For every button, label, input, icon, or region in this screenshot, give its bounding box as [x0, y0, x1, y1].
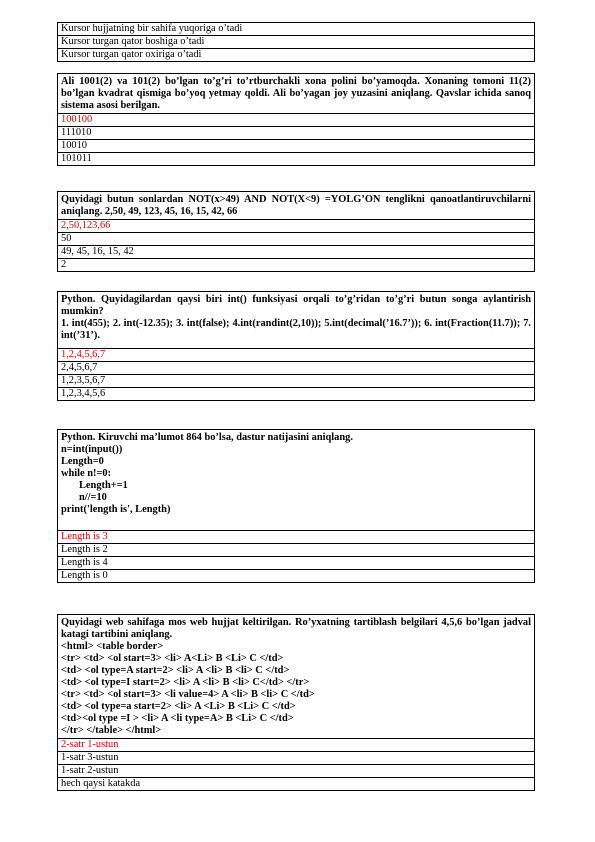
question-text	[58, 430, 534, 531]
answer-option[interactable]: Kursor turgan qator boshiga o’tadi	[58, 36, 534, 49]
code-line: <td> <ol type=I start=2> <li> A <li> B <li> C</td> </tr>	[61, 677, 310, 688]
answer-option[interactable]: 49, 45, 16, 15, 42	[58, 246, 534, 259]
question-block-5	[57, 614, 535, 791]
code-line: print('length is', Length)	[61, 504, 171, 515]
question-block-1	[57, 73, 535, 166]
question-line: Python. Kiruvchi ma’lumot 864 bo’lsa, dastur natijasini aniqlang.	[61, 432, 353, 443]
code-line: Length+=1	[79, 480, 128, 491]
question-line: Quyidagi web sahifaga mos web hujjat keltirilgan. Ro’yxatning tartiblash belgilari 4,5,6 bo’lgan jadval katagi tartibini aniqlang.	[61, 617, 531, 640]
question-text	[58, 292, 534, 349]
top-answer-block	[57, 22, 535, 62]
code-line: while n!=0:	[61, 468, 112, 479]
question-text	[58, 615, 534, 739]
code-line: <tr> <td> <ol start=3> <li> A<Li> B <Li> C </td>	[61, 653, 284, 664]
answer-option[interactable]: Length is 0	[58, 570, 534, 583]
code-line: n//=10	[79, 492, 107, 503]
code-line: <html> <table border>	[61, 641, 164, 652]
answer-option[interactable]: Length is 2	[58, 544, 534, 557]
answer-option[interactable]: 50	[58, 233, 534, 246]
correct-answer-option[interactable]: 100100	[58, 114, 534, 127]
code-line: <tr> <td> <ol start=3> <li value=4> A <li> B <li> C </td>	[61, 689, 315, 700]
answer-option[interactable]: 2	[58, 259, 534, 272]
question-block-4	[57, 429, 535, 583]
answer-option[interactable]: 1,2,3,4,5,6	[58, 388, 534, 401]
question-text: Quyidagi butun sonlardan NOT(x>49) AND NOT(X<9) =YOLG’ON tenglikni qanoatlantiruvchilarni aniqlang. 2,50, 49, 123, 45, 16, 15, 42, 66	[58, 192, 534, 220]
answer-option[interactable]: 1-satr 3-ustun	[58, 752, 534, 765]
correct-answer-option[interactable]: 2,50,123,66	[58, 220, 534, 233]
answer-option[interactable]: Kursor hujjatning bir sahifa yuqoriga o’tadi	[58, 23, 534, 36]
question-line: Python. Quyidagilardan qaysi biri int() funksiyasi orqali to’g’ridan to’g’ri butun songa aylantirish mumkin?	[61, 294, 531, 317]
question-text: Ali 1001(2) va 101(2) bo’lgan to’g’ri to’rtburchakli xona polini bo’yamoqda. Xonaning tomoni 11(2) bo’lgan kvadrat qismiga bo’yoq yetmay qoldi. Ali bo’yagan joy yuzasini aniqlang. Qavslar ichida sanoq sistema asosi berilgan.	[58, 74, 534, 114]
question-block-3	[57, 291, 535, 401]
answer-option[interactable]: Length is 4	[58, 557, 534, 570]
answer-option[interactable]: Kursor turgan qator oxiriga o’tadi	[58, 49, 534, 62]
code-line: </tr> </table> </html>	[61, 725, 162, 736]
correct-answer-option[interactable]: 2-satr 1-ustun	[58, 739, 534, 752]
question-block-2	[57, 191, 535, 272]
correct-answer-option[interactable]: Length is 3	[58, 531, 534, 544]
code-line: Length=0	[61, 456, 104, 467]
correct-answer-option[interactable]: 1,2,4,5,6,7	[58, 349, 534, 362]
question-line: 1. int(455); 2. int(-12.35); 3. int(false); 4.int(randint(2,10)); 5.int(decimal(’16.7’)); 6. int(Fraction(11.7)); 7. int(’31’).	[61, 318, 531, 341]
answer-option[interactable]: 101011	[58, 153, 534, 166]
answer-option[interactable]: 1-satr 2-ustun	[58, 765, 534, 778]
answer-option[interactable]: 111010	[58, 127, 534, 140]
code-line: <td> <ol type=a start=2> <li> A <Li> B <Li> C </td>	[61, 701, 296, 712]
answer-option[interactable]: hech qaysi katakda	[58, 778, 534, 791]
code-line: <td><ol type =I > <li> A <li type=A> B <Li> C </td>	[61, 713, 294, 724]
answer-option[interactable]: 1,2,3,5,6,7	[58, 375, 534, 388]
answer-option[interactable]: 10010	[58, 140, 534, 153]
answer-option[interactable]: 2,4,5,6,7	[58, 362, 534, 375]
code-line: <td> <ol type=A start=2> <li> A <li> B <li> C </td>	[61, 665, 290, 676]
code-line: n=int(input())	[61, 444, 123, 455]
